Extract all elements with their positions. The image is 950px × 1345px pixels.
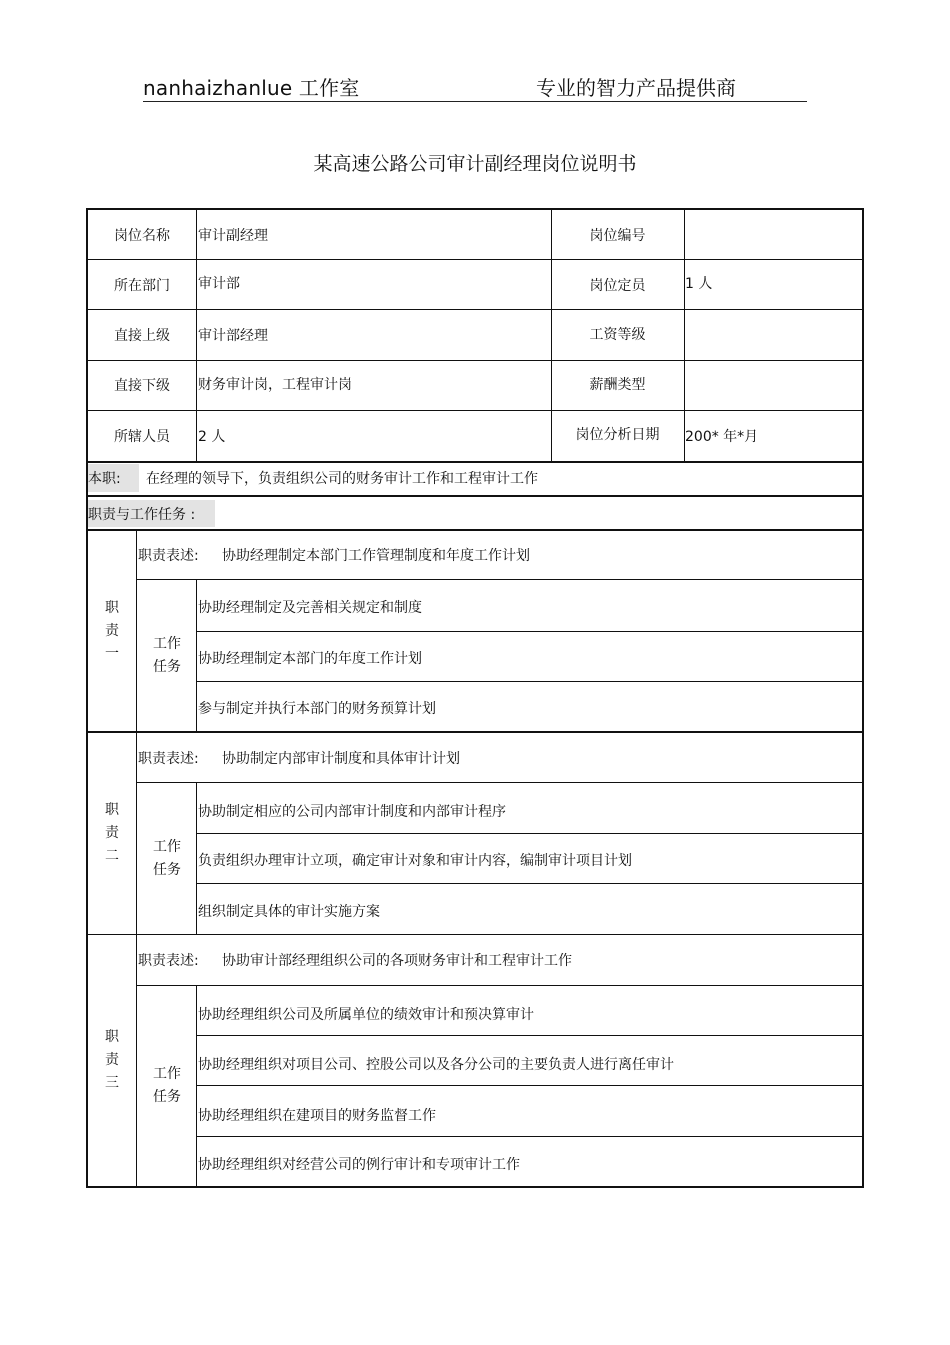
info-value-department: 审计部 — [198, 275, 240, 292]
duty-1-task: 参与制定并执行本部门的财务预算计划 — [198, 701, 436, 717]
row-divider — [86, 529, 864, 531]
duty-2-statement: 协助制定内部审计制度和具体审计计划 — [222, 750, 460, 767]
info-label-position-code: 岗位编号 — [589, 227, 646, 244]
row-divider — [196, 1085, 864, 1086]
duty-3-task: 协助经理组织在建项目的财务监督工作 — [198, 1107, 436, 1124]
info-value-analysis-date: 200* 年*月 — [685, 428, 759, 445]
duty-2-label-char: 二 — [105, 848, 119, 864]
header-rule — [143, 101, 807, 102]
info-value-pay-type — [684, 360, 862, 410]
col-divider — [136, 530, 137, 1187]
duty-3-task: 协助经理组织对经营公司的例行审计和专项审计工作 — [198, 1156, 520, 1173]
info-label-headcount: 岗位定员 — [589, 277, 646, 294]
duty-3-task-label-line: 任务 — [153, 1089, 181, 1105]
row-divider — [196, 681, 864, 682]
duty-2-task-label — [137, 783, 197, 934]
duty-3-label-char: 三 — [105, 1075, 119, 1091]
duties-header: 职责与工作任务 : — [87, 500, 215, 527]
info-label-superior: 直接上级 — [114, 327, 170, 344]
row-divider — [86, 410, 864, 411]
duty-1-task-label-line: 任务 — [153, 659, 181, 675]
duty-1-label-char: 一 — [105, 646, 119, 662]
info-label-staff: 所辖人员 — [114, 428, 170, 445]
duty-1-task: 协助经理制定本部门的年度工作计划 — [198, 650, 422, 667]
header-studio-name: nanhaizhanlue 工作室 — [143, 76, 360, 100]
col-divider — [684, 208, 685, 462]
duty-3-statement: 协助审计部经理组织公司的各项财务审计和工程审计工作 — [222, 953, 572, 969]
info-label-salary-grade: 工资等级 — [589, 326, 646, 343]
col-divider — [196, 579, 197, 732]
duty-3-label-char: 责 — [105, 1052, 119, 1068]
duty-3-task-label — [137, 986, 197, 1186]
row-divider — [196, 883, 864, 884]
duty-2-task-label-line: 任务 — [153, 861, 181, 878]
duty-2-label — [87, 733, 137, 934]
duty-3-task: 协助经理组织对项目公司、控股公司以及各分公司的主要负责人进行离任审计 — [198, 1056, 674, 1073]
duty-2-task: 负责组织办理审计立项，确定审计对象和审计内容，编制审计项目计划 — [198, 852, 632, 869]
col-divider — [196, 985, 197, 1187]
block-divider — [86, 934, 864, 935]
duty-3-label-char: 职 — [105, 1029, 119, 1045]
col-divider — [196, 782, 197, 935]
table-border-left — [86, 208, 88, 1188]
table-border-right — [862, 208, 864, 1188]
duty-3-task-label-line: 工作 — [153, 1066, 181, 1082]
info-label-pay-type: 薪酬类型 — [589, 377, 646, 393]
duty-2-label-char: 责 — [105, 825, 119, 841]
info-label-department: 所在部门 — [114, 277, 170, 294]
block-divider — [86, 731, 864, 733]
row-divider — [86, 259, 864, 260]
row-divider — [196, 833, 864, 834]
duty-3-task: 协助经理组织公司及所属单位的绩效审计和预决算审计 — [198, 1007, 534, 1023]
document-title: 某高速公路公司审计副经理岗位说明书 — [313, 153, 637, 175]
duty-1-task-label — [137, 580, 197, 732]
info-label-analysis-date: 岗位分析日期 — [575, 426, 660, 443]
row-divider — [136, 985, 864, 986]
info-value-salary-grade — [684, 309, 862, 360]
info-value-position-code — [684, 209, 862, 260]
table-border-bottom — [86, 1186, 864, 1188]
info-value-position-name: 审计副经理 — [198, 227, 268, 244]
duty-2-statement-label: 职责表述: — [138, 750, 199, 767]
benzhi-text: 在经理的领导下，负责组织公司的财务审计工作和工程审计工作 — [146, 471, 538, 487]
row-divider — [136, 579, 864, 580]
info-value-staff: 2 人 — [198, 428, 226, 445]
duty-1-statement: 协助经理制定本部门工作管理制度和年度工作计划 — [222, 548, 530, 564]
duty-1-label-char: 职 — [105, 600, 119, 616]
duty-1-task: 协助经理制定及完善相关规定和制度 — [198, 599, 422, 616]
duty-2-task: 组织制定具体的审计实施方案 — [198, 903, 380, 920]
col-divider — [551, 208, 552, 462]
duty-1-task-label-line: 工作 — [153, 636, 181, 652]
info-value-superior: 审计部经理 — [198, 327, 268, 344]
row-divider — [196, 1035, 864, 1036]
row-divider — [86, 309, 864, 310]
duty-1-label — [87, 531, 137, 732]
col-divider — [196, 208, 197, 462]
info-label-position-name: 岗位名称 — [114, 227, 170, 244]
benzhi-label: 本职: — [87, 464, 139, 492]
table-border-top — [86, 208, 864, 210]
header-tagline: 专业的智力产品提供商 — [536, 76, 736, 100]
row-divider — [86, 360, 864, 361]
row-divider — [86, 495, 864, 497]
info-value-subordinates: 财务审计岗，工程审计岗 — [198, 377, 352, 393]
row-divider — [86, 461, 864, 463]
duty-3-statement-label: 职责表述: — [138, 953, 199, 969]
row-divider — [196, 631, 864, 632]
info-value-headcount: 1 人 — [685, 275, 713, 292]
duty-2-task-label-line: 工作 — [153, 838, 181, 855]
duty-2-label-char: 职 — [105, 802, 119, 818]
duty-3-label — [87, 935, 137, 1186]
info-label-subordinates: 直接下级 — [114, 378, 170, 394]
duty-1-statement-label: 职责表述: — [138, 548, 199, 564]
duty-1-label-char: 责 — [105, 623, 119, 639]
duty-2-task: 协助制定相应的公司内部审计制度和内部审计程序 — [198, 803, 506, 820]
row-divider — [196, 1136, 864, 1137]
row-divider — [136, 782, 864, 783]
